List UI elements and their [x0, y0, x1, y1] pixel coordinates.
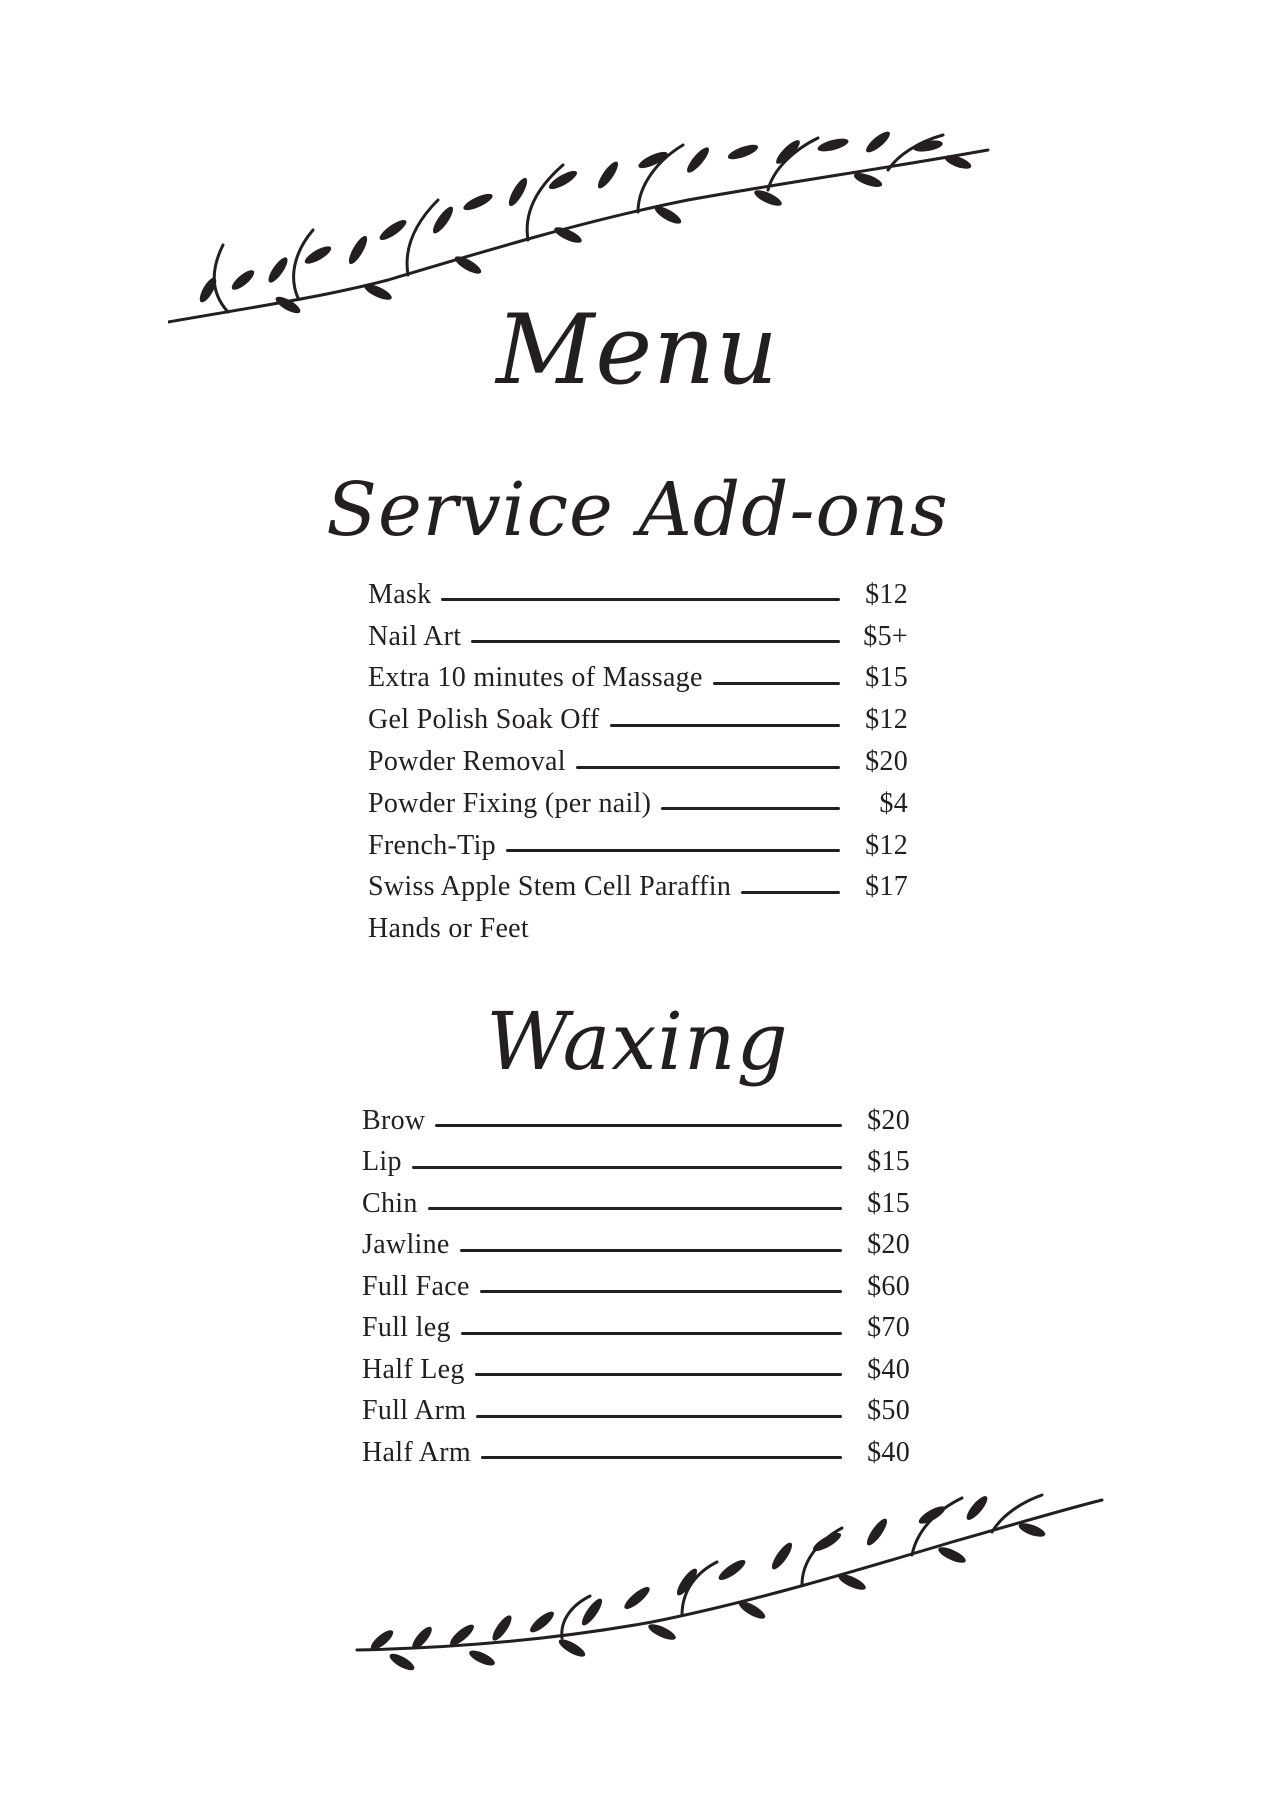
menu-title: Menu	[496, 294, 779, 406]
list-item	[368, 867, 908, 909]
item-price: $12	[865, 578, 908, 610]
dotted-leader	[441, 598, 840, 601]
item-price: $40	[867, 1353, 910, 1385]
list-item	[368, 616, 908, 658]
item-name: Jawline	[362, 1229, 450, 1261]
list-item	[368, 699, 908, 741]
item-price: $50	[867, 1395, 910, 1427]
dotted-leader	[481, 1456, 842, 1459]
item-name: Lip	[362, 1146, 402, 1178]
list-item	[368, 783, 908, 825]
list-item	[362, 1142, 910, 1184]
item-name: Gel Polish Soak Off	[368, 704, 600, 736]
item-price: $15	[867, 1146, 910, 1178]
list-item	[362, 1100, 910, 1142]
item-price: $60	[867, 1270, 910, 1302]
service-addons-heading: Service Add-ons	[326, 467, 949, 553]
dotted-leader	[576, 766, 840, 769]
leaf-branch-bottom-icon	[352, 1490, 1107, 1680]
dotted-leader	[435, 1124, 842, 1127]
dotted-leader	[610, 724, 840, 727]
item-name: Chin	[362, 1187, 418, 1219]
dotted-leader	[480, 1290, 842, 1293]
item-price: $70	[867, 1312, 910, 1344]
list-item	[362, 1308, 910, 1350]
list-item	[362, 1266, 910, 1308]
list-item	[368, 574, 908, 616]
list-item	[362, 1391, 910, 1433]
item-name: French-Tip	[368, 829, 496, 861]
dotted-leader	[476, 1415, 842, 1418]
item-price: $20	[867, 1229, 910, 1261]
dotted-leader	[713, 682, 840, 685]
list-item	[362, 1349, 910, 1391]
item-price: $20	[867, 1104, 910, 1136]
list-item	[362, 1432, 910, 1474]
list-item	[362, 1183, 910, 1225]
item-name: Full Face	[362, 1270, 470, 1302]
list-item	[362, 1225, 910, 1267]
item-name: Extra 10 minutes of Massage	[368, 662, 703, 694]
dotted-leader	[471, 640, 840, 643]
item-name: Full Arm	[362, 1395, 467, 1427]
waxing-list	[362, 1100, 910, 1474]
dotted-leader	[741, 891, 840, 894]
dotted-leader	[412, 1166, 842, 1169]
list-item-note	[368, 908, 908, 950]
item-price: $15	[867, 1187, 910, 1219]
item-name: Full leg	[362, 1312, 451, 1344]
item-name: Powder Removal	[368, 746, 566, 778]
item-price: $15	[865, 662, 908, 694]
item-name: Half Leg	[362, 1353, 465, 1385]
dotted-leader	[460, 1249, 842, 1252]
item-name: Swiss Apple Stem Cell Paraffin	[368, 871, 732, 903]
item-price: $5+	[863, 620, 908, 652]
dotted-leader	[475, 1373, 842, 1376]
item-name: Powder Fixing (per nail)	[368, 787, 652, 819]
item-price: $17	[865, 871, 908, 903]
item-name: Hands or Feet	[368, 913, 529, 945]
item-name: Nail Art	[368, 620, 462, 652]
item-price: $40	[867, 1436, 910, 1468]
item-price: $4	[879, 787, 908, 819]
list-item	[368, 825, 908, 867]
list-item	[368, 741, 908, 783]
waxing-heading: Waxing	[486, 995, 789, 1088]
item-price: $20	[865, 746, 908, 778]
item-price: $12	[865, 704, 908, 736]
dotted-leader	[461, 1332, 842, 1335]
leaves	[368, 1493, 1047, 1673]
item-price: $12	[865, 829, 908, 861]
dotted-leader	[428, 1207, 842, 1210]
item-name: Brow	[362, 1104, 426, 1136]
dotted-leader	[661, 807, 840, 810]
service-addons-list	[368, 574, 908, 950]
item-name: Half Arm	[362, 1436, 471, 1468]
list-item	[368, 658, 908, 700]
dotted-leader	[506, 849, 840, 852]
item-name: Mask	[368, 578, 432, 610]
